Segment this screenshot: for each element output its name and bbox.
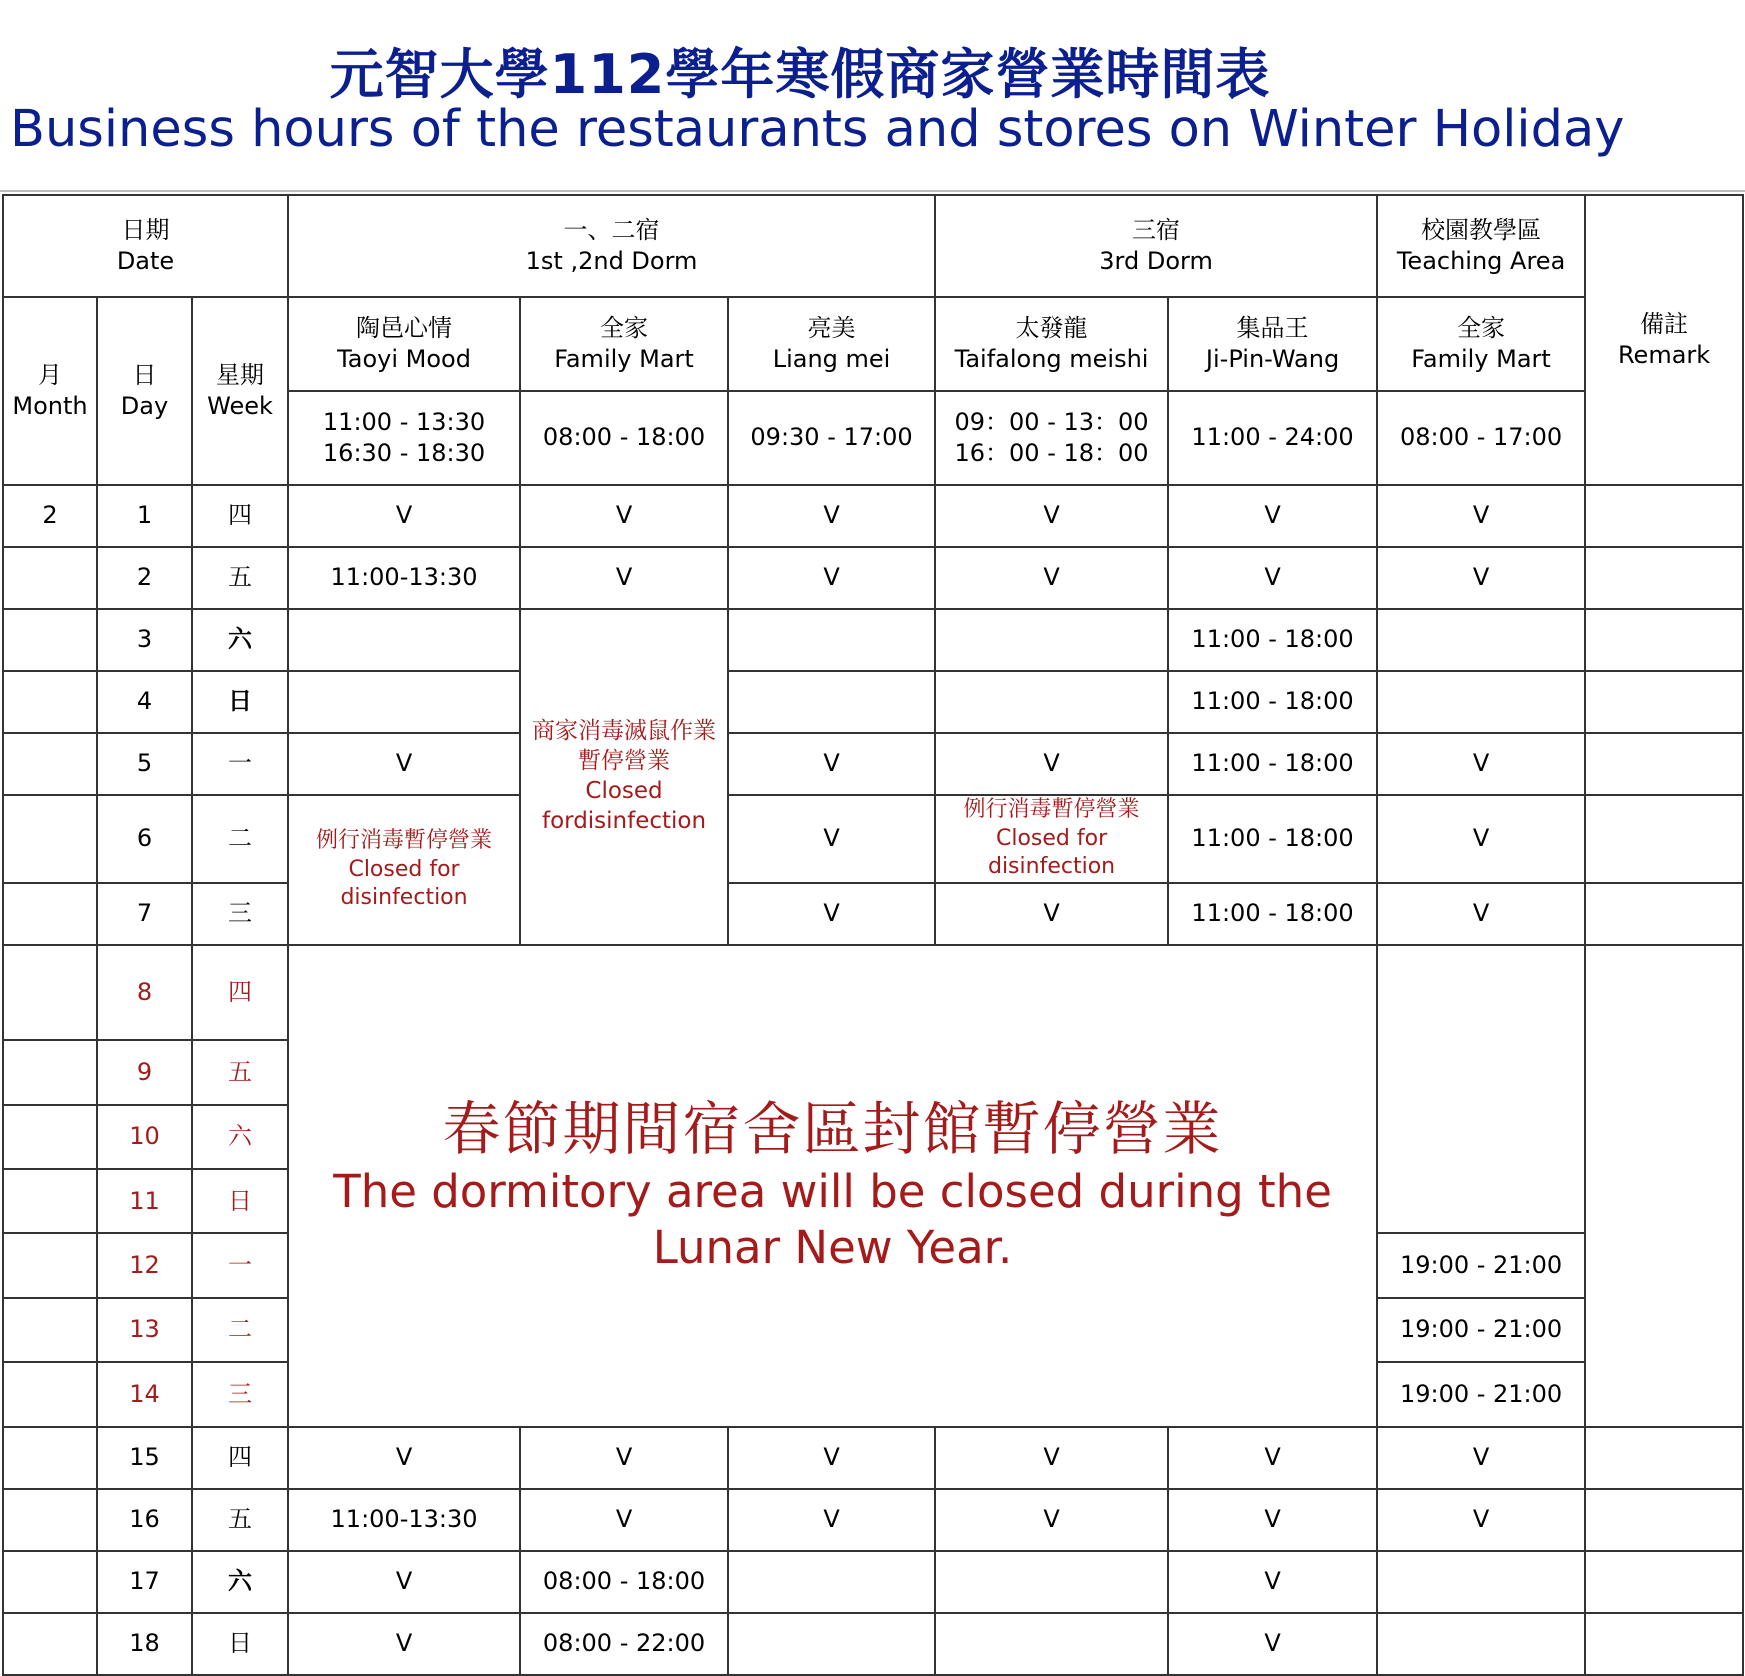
remark-cell (1585, 733, 1743, 795)
table-cell: V (728, 883, 935, 945)
table-row (3, 485, 1743, 547)
table-cell: V (1377, 1427, 1585, 1489)
hours-ji-pin-wang: 11:00 - 24:00 (1168, 391, 1377, 485)
header-month: 月 Month (3, 297, 97, 485)
store-liang-mei: 亮美 Liang mei (728, 297, 935, 391)
table-cell: V (1377, 485, 1585, 547)
remark-cell (1585, 609, 1743, 671)
day-cell: 11 (97, 1169, 192, 1233)
month-cell (3, 883, 97, 945)
table-cell: 08:00 - 18:00 (520, 1551, 728, 1613)
remark-cell (1585, 1427, 1743, 1489)
month-cell (3, 1489, 97, 1551)
table-cell: V (288, 1427, 520, 1489)
month-cell: 2 (3, 485, 97, 547)
table-cell (935, 609, 1168, 671)
table-cell: V (935, 1489, 1168, 1551)
day-cell: 13 (97, 1298, 192, 1362)
teaching-area-lunar-new-year-closure (1585, 945, 1743, 1427)
day-cell: 10 (97, 1105, 192, 1169)
table-cell: V (520, 547, 728, 609)
week-cell: 五 (192, 1040, 288, 1104)
month-cell (3, 733, 97, 795)
remark-cell (1585, 671, 1743, 733)
table-row (3, 1489, 1743, 1551)
table-row (3, 945, 1743, 1041)
table-row (3, 609, 1743, 671)
dorm-lunar-new-year-closure: 春節期間宿舍區封館暫停營業 The dormitory area will be closed during the Lunar New Year. (288, 945, 1377, 1427)
week-cell: 五 (192, 547, 288, 609)
remark-cell (1585, 547, 1743, 609)
table-row (3, 795, 1743, 883)
table-row (3, 671, 1743, 733)
month-cell (3, 547, 97, 609)
remark-cell (1585, 795, 1743, 883)
day-cell: 6 (97, 795, 192, 883)
table-cell: V (728, 547, 935, 609)
table-cell: V (288, 1613, 520, 1675)
month-cell (3, 671, 97, 733)
table-row (3, 883, 1743, 945)
table-row (3, 1613, 1743, 1675)
month-cell (3, 1362, 97, 1426)
table-cell (288, 671, 520, 733)
table-cell (1377, 1613, 1585, 1675)
table-cell: V (1168, 1427, 1377, 1489)
week-cell: 四 (192, 485, 288, 547)
month-cell (3, 1040, 97, 1104)
week-cell: 一 (192, 733, 288, 795)
remark-cell (1585, 1551, 1743, 1613)
ji-pin-wang-blank (1377, 945, 1585, 1234)
table-cell (288, 609, 520, 671)
week-cell: 二 (192, 795, 288, 883)
week-cell: 四 (192, 1427, 288, 1489)
week-cell: 日 (192, 671, 288, 733)
table-cell (728, 1551, 935, 1613)
table-cell: V (520, 485, 728, 547)
table-row (3, 1551, 1743, 1613)
table-cell: V (935, 485, 1168, 547)
table-cell: 19:00 - 21:00 (1377, 1298, 1585, 1362)
table-cell (1377, 609, 1585, 671)
table-cell: V (1168, 1613, 1377, 1675)
table-cell (935, 1551, 1168, 1613)
day-cell: 2 (97, 547, 192, 609)
table-row (3, 547, 1743, 609)
month-cell (3, 795, 97, 883)
week-cell: 六 (192, 1551, 288, 1613)
week-cell: 五 (192, 1489, 288, 1551)
table-cell: V (520, 1489, 728, 1551)
table-cell: V (728, 485, 935, 547)
table-cell (935, 671, 1168, 733)
week-cell: 二 (192, 1298, 288, 1362)
hours-family-mart-teaching: 08:00 - 17:00 (1377, 391, 1585, 485)
hours-family-mart-dorm: 08:00 - 18:00 (520, 391, 728, 485)
table-cell: V (935, 883, 1168, 945)
hours-liang-mei: 09:30 - 17:00 (728, 391, 935, 485)
table-cell: V (1377, 733, 1585, 795)
table-cell: V (1377, 795, 1585, 883)
week-cell: 三 (192, 883, 288, 945)
table-cell (1377, 1551, 1585, 1613)
page-title-zh: 元智大學112學年寒假商家營業時間表 (329, 43, 1271, 106)
hours-taoyi-mood: 11:00 - 13:30 16:30 - 18:30 (288, 391, 520, 485)
header-date: 日期 Date (3, 195, 288, 297)
taifalong-routine-disinfection-note: 例行消毒暫停營業 Closed for disinfection (935, 795, 1168, 883)
day-cell: 18 (97, 1613, 192, 1675)
week-cell: 四 (192, 945, 288, 1041)
week-cell: 三 (192, 1362, 288, 1426)
week-cell: 六 (192, 609, 288, 671)
day-cell: 5 (97, 733, 192, 795)
month-cell (3, 1613, 97, 1675)
week-cell: 日 (192, 1613, 288, 1675)
day-cell: 17 (97, 1551, 192, 1613)
week-cell: 六 (192, 1105, 288, 1169)
title-divider (0, 190, 1745, 192)
day-cell: 14 (97, 1362, 192, 1426)
day-cell: 12 (97, 1233, 192, 1297)
table-cell (728, 1613, 935, 1675)
remark-cell (1585, 1489, 1743, 1551)
table-cell (1377, 671, 1585, 733)
taoyi-routine-disinfection-note: 例行消毒暫停營業 Closed for disinfection (288, 795, 520, 945)
day-cell: 8 (97, 945, 192, 1041)
day-cell: 4 (97, 671, 192, 733)
table-cell: V (1168, 547, 1377, 609)
day-cell: 7 (97, 883, 192, 945)
day-cell: 15 (97, 1427, 192, 1489)
table-cell: V (935, 733, 1168, 795)
table-cell: V (728, 795, 935, 883)
table-cell: 11:00 - 18:00 (1168, 883, 1377, 945)
header-day: 日 Day (97, 297, 192, 485)
table-cell: V (728, 1489, 935, 1551)
day-cell: 16 (97, 1489, 192, 1551)
table-cell: V (728, 1427, 935, 1489)
table-cell: V (288, 485, 520, 547)
store-family-mart-teaching: 全家 Family Mart (1377, 297, 1585, 391)
table-cell: V (1168, 1489, 1377, 1551)
table-cell (728, 609, 935, 671)
table-row (3, 733, 1743, 795)
hours-taifalong: 09：00 - 13：00 16：00 - 18：00 (935, 391, 1168, 485)
table-cell: V (935, 1427, 1168, 1489)
table-cell: V (288, 1551, 520, 1613)
month-cell (3, 1551, 97, 1613)
remark-cell (1585, 485, 1743, 547)
store-ji-pin-wang: 集品王 Ji-Pin-Wang (1168, 297, 1377, 391)
table-cell: 11:00 - 18:00 (1168, 795, 1377, 883)
day-cell: 9 (97, 1040, 192, 1104)
family-mart-disinfection-note: 商家消毒滅鼠作業暫停營業 Closed fordisinfection (520, 609, 728, 945)
month-cell (3, 1298, 97, 1362)
table-cell: 11:00 - 18:00 (1168, 733, 1377, 795)
header-dorm3: 三宿 3rd Dorm (935, 195, 1377, 297)
store-taifalong: 太發龍 Taifalong meishi (935, 297, 1168, 391)
week-cell: 一 (192, 1233, 288, 1297)
header-dorm12: 一、二宿 1st ,2nd Dorm (288, 195, 935, 297)
remark-cell (1585, 883, 1743, 945)
month-cell (3, 1427, 97, 1489)
month-cell (3, 1105, 97, 1169)
table-cell: 08:00 - 22:00 (520, 1613, 728, 1675)
table-cell: V (728, 733, 935, 795)
header-remark: 備註 Remark (1585, 195, 1743, 485)
table-row (3, 1427, 1743, 1489)
table-cell: 19:00 - 21:00 (1377, 1233, 1585, 1297)
month-cell (3, 945, 97, 1041)
table-cell: 11:00-13:30 (288, 1489, 520, 1551)
week-cell: 日 (192, 1169, 288, 1233)
header-week: 星期 Week (192, 297, 288, 485)
table-cell: V (288, 733, 520, 795)
table-cell: 11:00-13:30 (288, 547, 520, 609)
store-taoyi-mood: 陶邑心情 Taoyi Mood (288, 297, 520, 391)
header-row-groups (3, 195, 1743, 297)
table-cell: V (1377, 1489, 1585, 1551)
table-cell: 19:00 - 21:00 (1377, 1362, 1585, 1426)
month-cell (3, 1233, 97, 1297)
day-cell: 1 (97, 485, 192, 547)
table-cell: V (1377, 547, 1585, 609)
month-cell (3, 1169, 97, 1233)
table-cell: 11:00 - 18:00 (1168, 671, 1377, 733)
table-cell: V (520, 1427, 728, 1489)
store-family-mart-dorm: 全家 Family Mart (520, 297, 728, 391)
business-hours-table (2, 194, 1744, 1676)
month-cell (3, 609, 97, 671)
header-teaching-area: 校園教學區 Teaching Area (1377, 195, 1585, 297)
table-cell: V (935, 547, 1168, 609)
remark-cell (1585, 1613, 1743, 1675)
day-cell: 3 (97, 609, 192, 671)
table-cell: V (1377, 883, 1585, 945)
table-cell: 11:00 - 18:00 (1168, 609, 1377, 671)
page-title-en: Business hours of the restaurants and stores on Winter Holiday (10, 100, 1625, 159)
header-row-stores (3, 297, 1743, 391)
table-cell: V (1168, 485, 1377, 547)
table-cell (935, 1613, 1168, 1675)
table-cell (728, 671, 935, 733)
table-cell: V (1168, 1551, 1377, 1613)
